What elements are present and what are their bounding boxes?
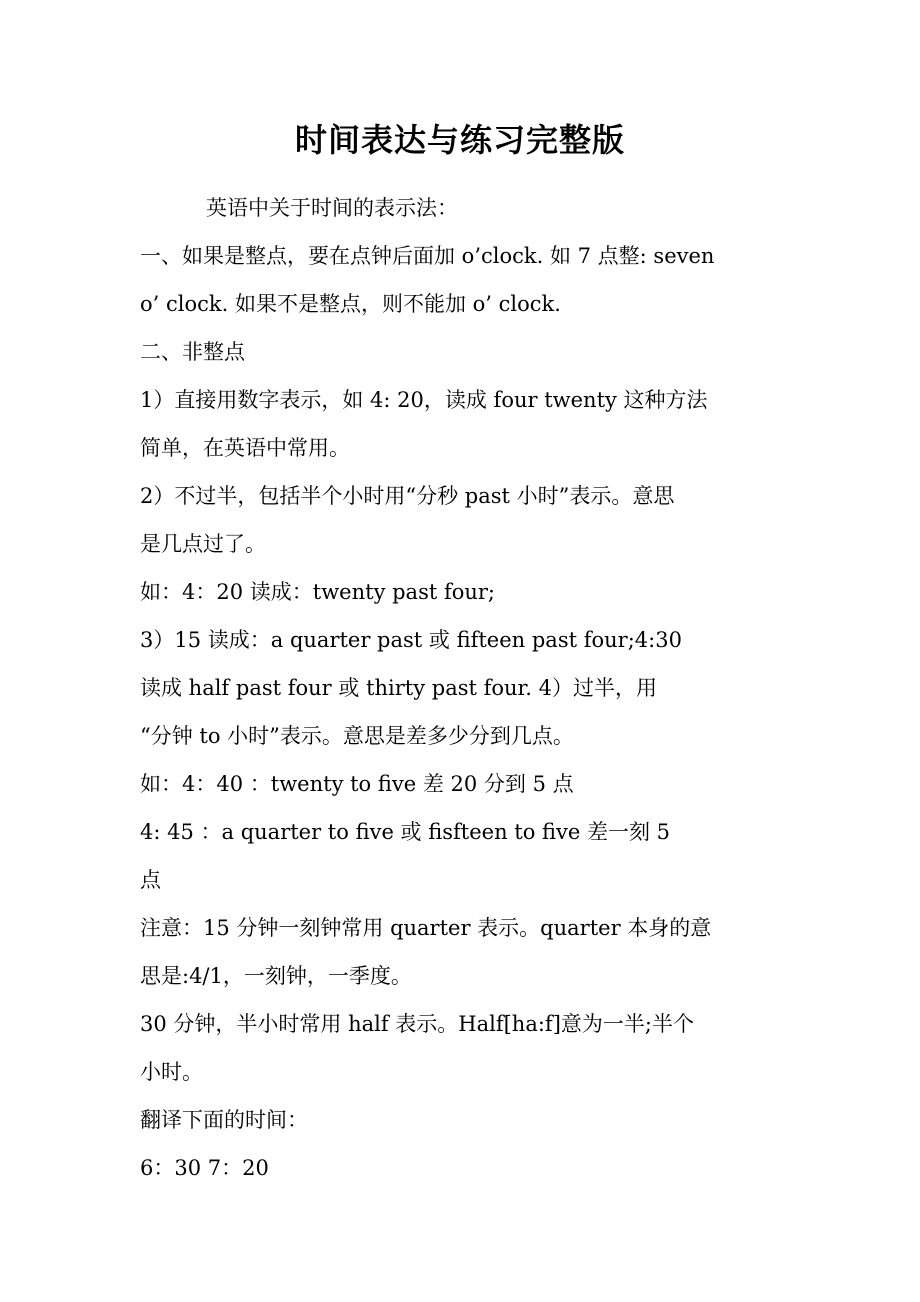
method-one-line-1: 1）直接用数字表示，如 4: 20，读成 four twenty 这种方法 [140, 388, 708, 412]
example-to-line-1: 如：4：40 ：twenty to five 差 20 分到 5 点 [140, 772, 574, 796]
exercise-heading: 翻译下面的时间： [140, 1108, 308, 1132]
note-quarter-line-1: 注意：15 分钟一刻钟常用 quarter 表示。quarter 本身的意 [140, 916, 712, 940]
example-to-line-2: 4: 45 ：a quarter to five 或 fisfteen to five 差一刻 5 [140, 820, 671, 844]
note-half-line-1: 30 分钟，半小时常用 half 表示。Half[ha:f]意为一半;半个 [140, 1012, 694, 1036]
document-body [140, 184, 785, 1192]
rule-one-line-1: 一、如果是整点，要在点钟后面加 o’clock. 如 7 点整: seven [140, 244, 715, 268]
method-one-line-2: 简单，在英语中常用。 [140, 436, 350, 460]
rule-two-heading: 二、非整点 [140, 340, 245, 364]
rule-one-line-2: o’ clock. 如果不是整点，则不能加 o’ clock. [140, 292, 561, 316]
note-quarter-line-2: 思是:4/1，一刻钟，一季度。 [140, 964, 412, 988]
method-three-line-1: 3）15 读成：a quarter past 或 fifteen past four;4:30 [140, 628, 682, 652]
method-two-line-2: 是几点过了。 [140, 532, 266, 556]
document-title: 时间表达与练习完整版 [294, 121, 625, 159]
example-past-line: 如：4：20 读成：twenty past four; [140, 580, 496, 604]
exercise-items: 6：30 7：20 [140, 1156, 269, 1180]
note-half-line-2: 小时。 [140, 1060, 203, 1084]
intro-line: 英语中关于时间的表示法： [206, 196, 458, 220]
method-two-line-1: 2）不过半，包括半个小时用“分秒 past 小时”表示。意思 [140, 484, 675, 508]
example-to-line-3: 点 [140, 868, 161, 892]
method-three-line-2: 读成 half past four 或 thirty past four. 4）过半，用 [140, 676, 658, 700]
method-three-line-3: “分钟 to 小时”表示。意思是差多少分到几点。 [140, 724, 574, 748]
